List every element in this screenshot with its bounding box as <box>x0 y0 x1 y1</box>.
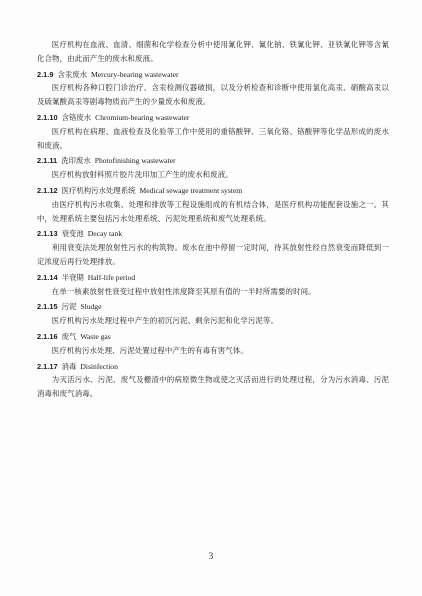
term-entry-2-1-12 <box>37 184 389 225</box>
term-english: Half-life period <box>87 272 136 282</box>
term-english: Photofinishing wastewater <box>94 156 176 166</box>
term-entry-2-1-17 <box>37 360 389 401</box>
term-definition: 利用衰变法处理放射性污水的构筑物。废水在池中停留一定时间，待其放射性经自然衰变而降低到一定浓度后再行处理排放。 <box>37 243 389 266</box>
term-number: 2.1.9 <box>37 69 54 79</box>
term-number: 2.1.17 <box>37 361 58 371</box>
term-heading <box>37 184 389 198</box>
term-chinese: 污泥 <box>61 302 77 312</box>
term-definition: 为灭活污水、污泥、废气及栅渣中的病原微生物或使之灭活而进行的处理过程，分为污水消毒、污泥消毒和废气消毒。 <box>37 375 389 399</box>
term-entry-2-1-16 <box>37 330 389 358</box>
term-english: Disinfection <box>80 361 118 371</box>
term-entry-2-1-14 <box>37 271 389 299</box>
term-heading <box>37 154 389 168</box>
term-chinese: 半衰期 <box>61 272 84 282</box>
term-heading <box>37 360 389 374</box>
term-definition: 医疗机构各种口腔门诊治疗、含汞检测仪器破损，以及分析检查和诊断中使用氯化高汞、硝酸高汞以及硫氰酸高汞等剧毒物质而产生的少量废水和废液。 <box>37 83 389 107</box>
term-number: 2.1.14 <box>37 272 58 282</box>
term-definition: 由医疗机构污水收集、处理和排放等工程设施组成的有机结合体，是医疗机构功能配套设施之一。其中，处理系统主要包括污水处理系统、污泥处理系统和废气处理系统。 <box>37 199 389 223</box>
term-heading <box>37 111 389 125</box>
term-english: Medical sewage treatment system <box>139 185 243 195</box>
term-chinese: 医疗机构污水处理系统 <box>61 185 136 195</box>
page-number: 3 <box>208 551 214 561</box>
term-entry-2-1-10 <box>37 111 389 152</box>
term-english: Sludge <box>80 302 102 312</box>
term-heading <box>37 330 389 344</box>
term-chinese: 消毒 <box>61 361 77 371</box>
term-english: Waste gas <box>80 331 111 341</box>
term-entry-2-1-15 <box>37 300 389 328</box>
term-entry-2-1-11 <box>37 154 389 182</box>
term-definition: 医疗机构在病理、血液检查及化验等工作中使用的重铬酸钾、三氧化铬、铬酸钾等化学品形成的废水和废液。 <box>37 126 389 150</box>
intro-paragraph: 医疗机构在血液、血清、细菌和化学检查分析中使用氰化钾、氰化钠、铁氰化钾、亚铁氰化钾等含氰化合物，由此而产生的废水和废液。 <box>37 40 389 63</box>
term-number: 2.1.12 <box>37 185 58 195</box>
term-definition: 医疗机构污水处理过程中产生的初沉污泥、剩余污泥和化学污泥等。 <box>51 316 279 326</box>
term-chinese: 废气 <box>61 331 77 341</box>
term-definition: 医疗机构污水处理、污泥处置过程中产生的有毒有害气体。 <box>51 345 248 355</box>
term-entry-2-1-9 <box>37 68 389 109</box>
term-heading <box>37 68 389 82</box>
term-english: Chromium-bearing wastewater <box>95 112 190 122</box>
term-heading <box>37 227 389 241</box>
term-heading <box>37 300 389 314</box>
term-number: 2.1.15 <box>37 302 58 312</box>
document-body <box>37 38 389 401</box>
term-heading <box>37 271 389 285</box>
term-number: 2.1.16 <box>37 331 58 341</box>
term-definition: 在单一核素放射性衰变过程中放射性浓度降至其原有值的一半时所需要的时间。 <box>51 286 316 296</box>
term-entry-2-1-13 <box>37 227 389 268</box>
term-number: 2.1.11 <box>37 156 58 166</box>
term-definition: 医疗机构放射科照片胶片洗印加工产生的废水和废液。 <box>51 170 233 180</box>
term-english: Decay tank <box>87 229 123 239</box>
term-chinese: 衰变池 <box>61 229 84 239</box>
term-number: 2.1.10 <box>37 112 58 122</box>
term-chinese: 含铬废水 <box>61 112 92 122</box>
term-number: 2.1.13 <box>37 229 58 239</box>
term-chinese: 洗印废水 <box>61 156 91 166</box>
term-english: Mercury-bearing wastewater <box>91 69 179 79</box>
term-chinese: 含汞废水 <box>57 69 88 79</box>
